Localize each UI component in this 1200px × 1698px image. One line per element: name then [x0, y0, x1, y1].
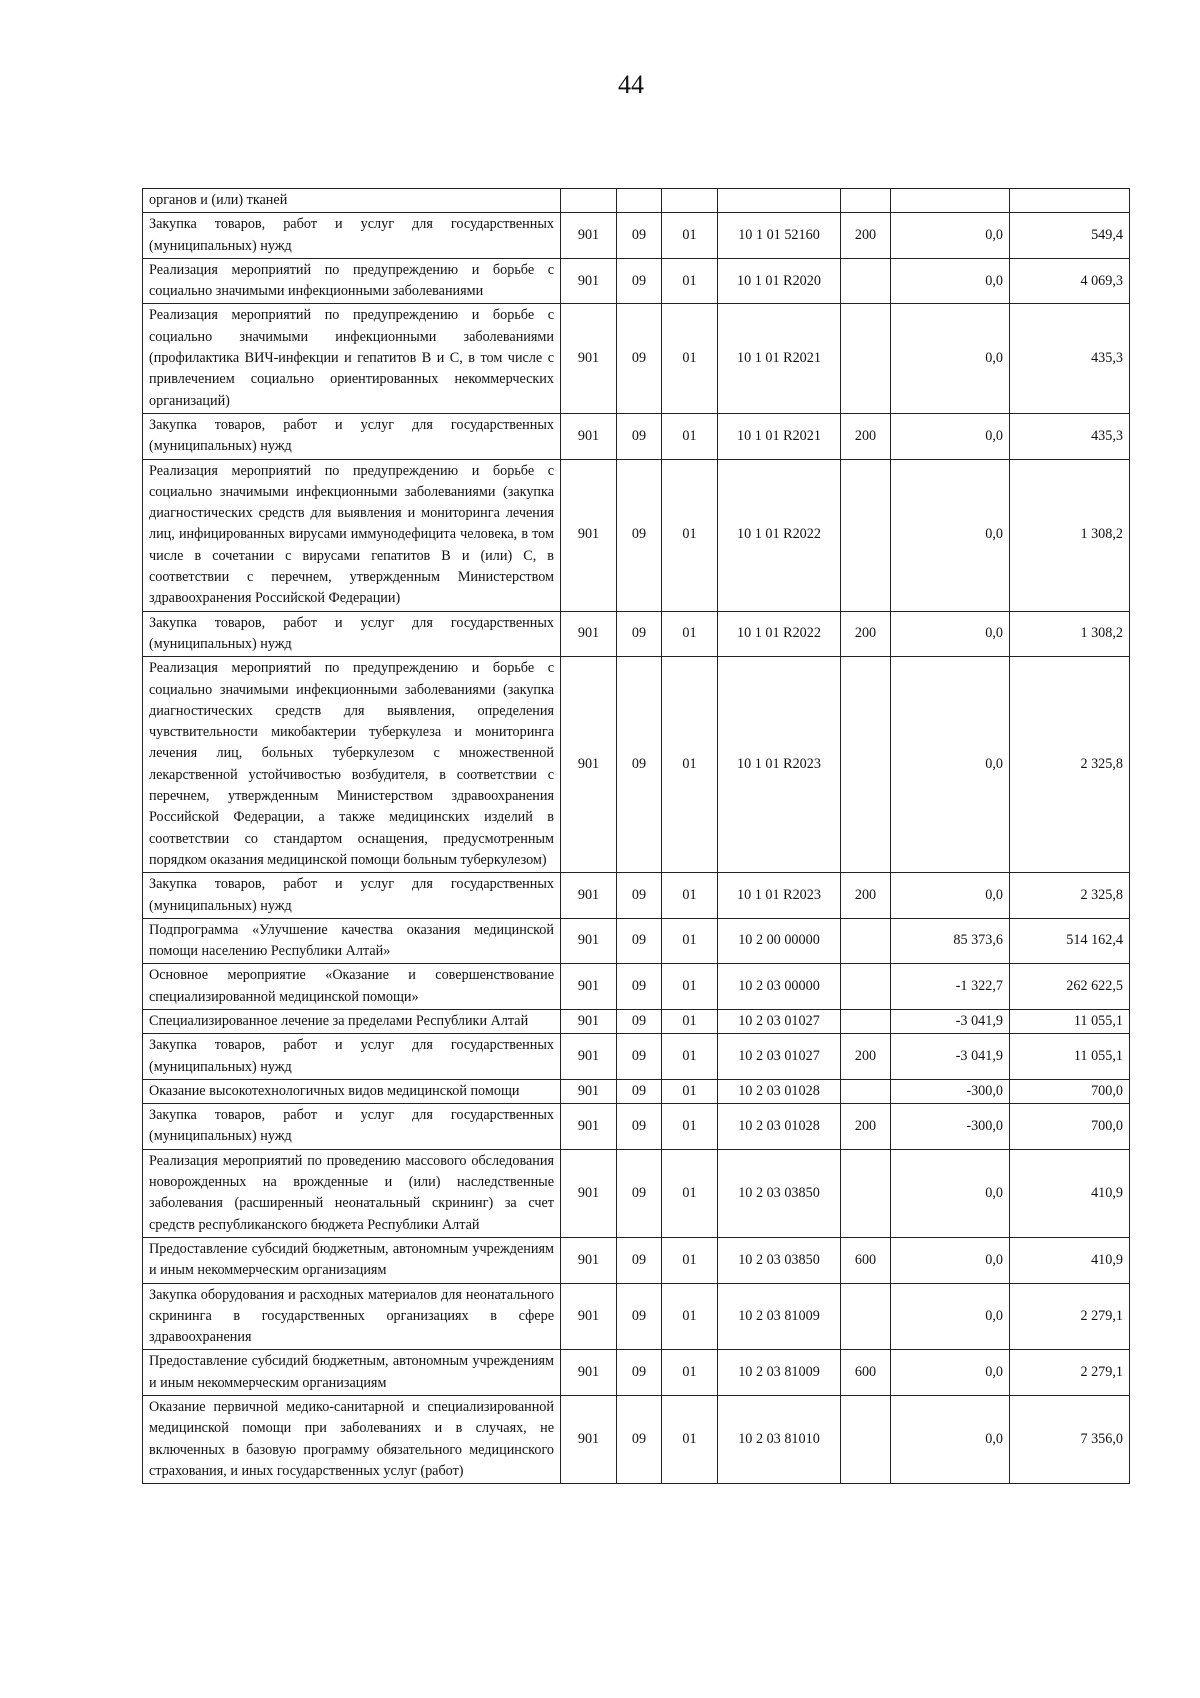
table-row	[143, 213, 1130, 259]
expense-type-code-cell	[841, 1009, 891, 1033]
subsection-code-cell: 01	[662, 413, 718, 459]
expense-name-cell: Закупка оборудования и расходных материалов для неонатального скрининга в государственных организациях в сфере здравоохранения	[143, 1283, 561, 1350]
section-code-cell: 09	[617, 611, 662, 657]
total-amount-cell: 435,3	[1010, 413, 1130, 459]
table-body	[143, 189, 1130, 1484]
table-row	[143, 657, 1130, 873]
subsection-code-cell: 01	[662, 964, 718, 1010]
total-amount-cell: 700,0	[1010, 1104, 1130, 1150]
department-code-cell: 901	[561, 1149, 617, 1237]
change-amount-cell: 0,0	[891, 1237, 1010, 1283]
target-item-code-cell: 10 1 01 R2023	[718, 873, 841, 919]
target-item-code-cell: 10 2 00 00000	[718, 918, 841, 964]
subsection-code-cell: 01	[662, 304, 718, 413]
change-amount-cell: 0,0	[891, 873, 1010, 919]
total-amount-cell: 410,9	[1010, 1237, 1130, 1283]
department-code-cell: 901	[561, 1079, 617, 1103]
change-amount-cell: 0,0	[891, 258, 1010, 304]
table-row	[143, 1350, 1130, 1396]
department-code-cell: 901	[561, 459, 617, 611]
table-row	[143, 1104, 1130, 1150]
target-item-code-cell: 10 2 03 03850	[718, 1237, 841, 1283]
section-code-cell: 09	[617, 1283, 662, 1350]
change-amount-cell: 0,0	[891, 459, 1010, 611]
total-amount-cell: 410,9	[1010, 1149, 1130, 1237]
target-item-code-cell: 10 2 03 81009	[718, 1283, 841, 1350]
target-item-code-cell: 10 1 01 R2021	[718, 304, 841, 413]
total-amount-cell: 549,4	[1010, 213, 1130, 259]
change-amount-cell: -1 322,7	[891, 964, 1010, 1010]
section-code-cell: 09	[617, 1149, 662, 1237]
table-row	[143, 1149, 1130, 1237]
target-item-code-cell: 10 2 03 81010	[718, 1396, 841, 1484]
section-code-cell: 09	[617, 1104, 662, 1150]
target-item-code-cell: 10 2 03 00000	[718, 964, 841, 1010]
subsection-code-cell: 01	[662, 258, 718, 304]
department-code-cell: 901	[561, 657, 617, 873]
subsection-code-cell: 01	[662, 1396, 718, 1484]
department-code-cell: 901	[561, 1009, 617, 1033]
expense-name-cell: Закупка товаров, работ и услуг для государственных (муниципальных) нужд	[143, 611, 561, 657]
subsection-code-cell: 01	[662, 1009, 718, 1033]
department-code-cell: 901	[561, 413, 617, 459]
department-code-cell: 901	[561, 611, 617, 657]
expense-name-cell: Подпрограмма «Улучшение качества оказания медицинской помощи населению Республики Алтай»	[143, 918, 561, 964]
department-code-cell: 901	[561, 1396, 617, 1484]
department-code-cell: 901	[561, 873, 617, 919]
subsection-code-cell: 01	[662, 1079, 718, 1103]
expense-type-code-cell: 200	[841, 611, 891, 657]
section-code-cell: 09	[617, 413, 662, 459]
target-item-code-cell: 10 2 03 01028	[718, 1104, 841, 1150]
subsection-code-cell: 01	[662, 1283, 718, 1350]
table-row	[143, 1079, 1130, 1103]
expense-type-code-cell	[841, 258, 891, 304]
total-amount-cell: 7 356,0	[1010, 1396, 1130, 1484]
subsection-code-cell: 01	[662, 918, 718, 964]
change-amount-cell: -300,0	[891, 1104, 1010, 1150]
change-amount-cell: -3 041,9	[891, 1034, 1010, 1080]
expense-type-code-cell: 200	[841, 873, 891, 919]
expense-type-code-cell: 600	[841, 1237, 891, 1283]
table-row	[143, 1237, 1130, 1283]
target-item-code-cell: 10 1 01 R2023	[718, 657, 841, 873]
table-row	[143, 964, 1130, 1010]
expense-name-cell: Основное мероприятие «Оказание и совершенствование специализированной медицинской помощи»	[143, 964, 561, 1010]
table-row	[143, 1396, 1130, 1484]
subsection-code-cell: 01	[662, 459, 718, 611]
section-code-cell: 09	[617, 1079, 662, 1103]
department-code-cell	[561, 189, 617, 213]
expense-name-cell: Реализация мероприятий по предупреждению и борьбе с социально значимыми инфекционными заболеваниями (закупка диагностических средств для выявления и мониторинга лечения лиц, инфицированных вирусами иммунодефицита человека, в том числе в сочетании с вирусами гепатитов B и (или) C, в соответствии с перечнем, утвержденным Министерством здравоохранения Российской Федерации)	[143, 459, 561, 611]
subsection-code-cell	[662, 189, 718, 213]
subsection-code-cell: 01	[662, 873, 718, 919]
change-amount-cell	[891, 189, 1010, 213]
expense-name-cell: Специализированное лечение за пределами Республики Алтай	[143, 1009, 561, 1033]
expense-name-cell: Реализация мероприятий по предупреждению и борьбе с социально значимыми инфекционными заболеваниями (закупка диагностических средств для выявления, определения чувствительности микобактерии туберкулеза и мониторинга лечения лиц, больных туберкулезом с множественной лекарственной устойчивостью возбудителя, в соответствии с перечнем, утвержденным Министерством здравоохранения Российской Федерации, а также медицинских изделий в соответствии со стандартом оснащения, предусмотренным порядком оказания медицинской помощи больным туберкулезом)	[143, 657, 561, 873]
expense-name-cell: Предоставление субсидий бюджетным, автономным учреждениям и иным некоммерческим организациям	[143, 1237, 561, 1283]
expense-type-code-cell	[841, 1283, 891, 1350]
expense-name-cell: Реализация мероприятий по предупреждению и борьбе с социально значимыми инфекционными заболеваниями	[143, 258, 561, 304]
change-amount-cell: 0,0	[891, 213, 1010, 259]
expense-type-code-cell: 200	[841, 1034, 891, 1080]
expense-name-cell: Закупка товаров, работ и услуг для государственных (муниципальных) нужд	[143, 1104, 561, 1150]
subsection-code-cell: 01	[662, 611, 718, 657]
expense-type-code-cell	[841, 657, 891, 873]
section-code-cell: 09	[617, 213, 662, 259]
expense-type-code-cell: 200	[841, 1104, 891, 1150]
target-item-code-cell: 10 1 01 52160	[718, 213, 841, 259]
change-amount-cell: 0,0	[891, 1283, 1010, 1350]
expense-name-cell: Закупка товаров, работ и услуг для государственных (муниципальных) нужд	[143, 413, 561, 459]
expense-name-cell: Предоставление субсидий бюджетным, автономным учреждениям и иным некоммерческим организациям	[143, 1350, 561, 1396]
table-row	[143, 258, 1130, 304]
change-amount-cell: 85 373,6	[891, 918, 1010, 964]
table-row	[143, 611, 1130, 657]
change-amount-cell: 0,0	[891, 413, 1010, 459]
department-code-cell: 901	[561, 258, 617, 304]
change-amount-cell: 0,0	[891, 1396, 1010, 1484]
total-amount-cell: 11 055,1	[1010, 1009, 1130, 1033]
table-row	[143, 1034, 1130, 1080]
change-amount-cell: 0,0	[891, 611, 1010, 657]
table-row	[143, 873, 1130, 919]
department-code-cell: 901	[561, 1350, 617, 1396]
section-code-cell: 09	[617, 964, 662, 1010]
section-code-cell	[617, 189, 662, 213]
subsection-code-cell: 01	[662, 657, 718, 873]
total-amount-cell: 2 325,8	[1010, 873, 1130, 919]
subsection-code-cell: 01	[662, 1237, 718, 1283]
change-amount-cell: 0,0	[891, 1149, 1010, 1237]
target-item-code-cell	[718, 189, 841, 213]
department-code-cell: 901	[561, 213, 617, 259]
expense-type-code-cell	[841, 1079, 891, 1103]
expense-type-code-cell: 200	[841, 213, 891, 259]
section-code-cell: 09	[617, 1237, 662, 1283]
expense-type-code-cell: 200	[841, 413, 891, 459]
section-code-cell: 09	[617, 1009, 662, 1033]
section-code-cell: 09	[617, 459, 662, 611]
target-item-code-cell: 10 2 03 81009	[718, 1350, 841, 1396]
expense-name-cell: Закупка товаров, работ и услуг для государственных (муниципальных) нужд	[143, 873, 561, 919]
change-amount-cell: -3 041,9	[891, 1009, 1010, 1033]
expense-name-cell: Закупка товаров, работ и услуг для государственных (муниципальных) нужд	[143, 1034, 561, 1080]
department-code-cell: 901	[561, 1104, 617, 1150]
budget-table	[142, 188, 1130, 1484]
expense-type-code-cell	[841, 304, 891, 413]
expense-name-cell: Оказание первичной медико-санитарной и специализированной медицинской помощи при заболеваниях и в случаях, не включенных в базовую программу обязательного медицинского страхования, и иных государственных услуг (работ)	[143, 1396, 561, 1484]
total-amount-cell: 262 622,5	[1010, 964, 1130, 1010]
expense-type-code-cell	[841, 189, 891, 213]
expense-type-code-cell	[841, 459, 891, 611]
section-code-cell: 09	[617, 657, 662, 873]
subsection-code-cell: 01	[662, 1149, 718, 1237]
section-code-cell: 09	[617, 1350, 662, 1396]
target-item-code-cell: 10 1 01 R2021	[718, 413, 841, 459]
section-code-cell: 09	[617, 873, 662, 919]
department-code-cell: 901	[561, 1283, 617, 1350]
expense-type-code-cell	[841, 918, 891, 964]
target-item-code-cell: 10 2 03 01028	[718, 1079, 841, 1103]
target-item-code-cell: 10 1 01 R2022	[718, 611, 841, 657]
total-amount-cell: 4 069,3	[1010, 258, 1130, 304]
table-row	[143, 413, 1130, 459]
expense-name-cell: Оказание высокотехнологичных видов медицинской помощи	[143, 1079, 561, 1103]
subsection-code-cell: 01	[662, 1350, 718, 1396]
table-row	[143, 304, 1130, 413]
total-amount-cell	[1010, 189, 1130, 213]
target-item-code-cell: 10 1 01 R2020	[718, 258, 841, 304]
change-amount-cell: 0,0	[891, 1350, 1010, 1396]
expense-name-cell: Реализация мероприятий по проведению массового обследования новорожденных на врожденные и (или) наследственные заболевания (расширенный неонатальный скрининг) за счет средств республиканского бюджета Республики Алтай	[143, 1149, 561, 1237]
total-amount-cell: 2 325,8	[1010, 657, 1130, 873]
department-code-cell: 901	[561, 918, 617, 964]
expense-name-cell: Реализация мероприятий по предупреждению и борьбе с социально значимыми инфекционными заболеваниями (профилактика ВИЧ-инфекции и гепатитов B и C, в том числе с привлечением социально ориентированных некоммерческих организаций)	[143, 304, 561, 413]
subsection-code-cell: 01	[662, 1104, 718, 1150]
target-item-code-cell: 10 2 03 01027	[718, 1034, 841, 1080]
section-code-cell: 09	[617, 1396, 662, 1484]
department-code-cell: 901	[561, 1034, 617, 1080]
total-amount-cell: 435,3	[1010, 304, 1130, 413]
total-amount-cell: 514 162,4	[1010, 918, 1130, 964]
subsection-code-cell: 01	[662, 213, 718, 259]
table-row	[143, 189, 1130, 213]
target-item-code-cell: 10 2 03 03850	[718, 1149, 841, 1237]
total-amount-cell: 2 279,1	[1010, 1350, 1130, 1396]
change-amount-cell: 0,0	[891, 304, 1010, 413]
department-code-cell: 901	[561, 964, 617, 1010]
table-row	[143, 1009, 1130, 1033]
expense-name-cell: органов и (или) тканей	[143, 189, 561, 213]
section-code-cell: 09	[617, 258, 662, 304]
section-code-cell: 09	[617, 918, 662, 964]
expense-type-code-cell	[841, 1149, 891, 1237]
subsection-code-cell: 01	[662, 1034, 718, 1080]
table-row	[143, 1283, 1130, 1350]
page-number: 44	[618, 70, 644, 99]
target-item-code-cell: 10 2 03 01027	[718, 1009, 841, 1033]
total-amount-cell: 1 308,2	[1010, 459, 1130, 611]
table-row	[143, 918, 1130, 964]
section-code-cell: 09	[617, 1034, 662, 1080]
department-code-cell: 901	[561, 1237, 617, 1283]
total-amount-cell: 2 279,1	[1010, 1283, 1130, 1350]
total-amount-cell: 1 308,2	[1010, 611, 1130, 657]
expense-type-code-cell	[841, 964, 891, 1010]
expense-type-code-cell: 600	[841, 1350, 891, 1396]
change-amount-cell: 0,0	[891, 657, 1010, 873]
expense-type-code-cell	[841, 1396, 891, 1484]
department-code-cell: 901	[561, 304, 617, 413]
section-code-cell: 09	[617, 304, 662, 413]
change-amount-cell: -300,0	[891, 1079, 1010, 1103]
target-item-code-cell: 10 1 01 R2022	[718, 459, 841, 611]
table-row	[143, 459, 1130, 611]
total-amount-cell: 11 055,1	[1010, 1034, 1130, 1080]
expense-name-cell: Закупка товаров, работ и услуг для государственных (муниципальных) нужд	[143, 213, 561, 259]
total-amount-cell: 700,0	[1010, 1079, 1130, 1103]
